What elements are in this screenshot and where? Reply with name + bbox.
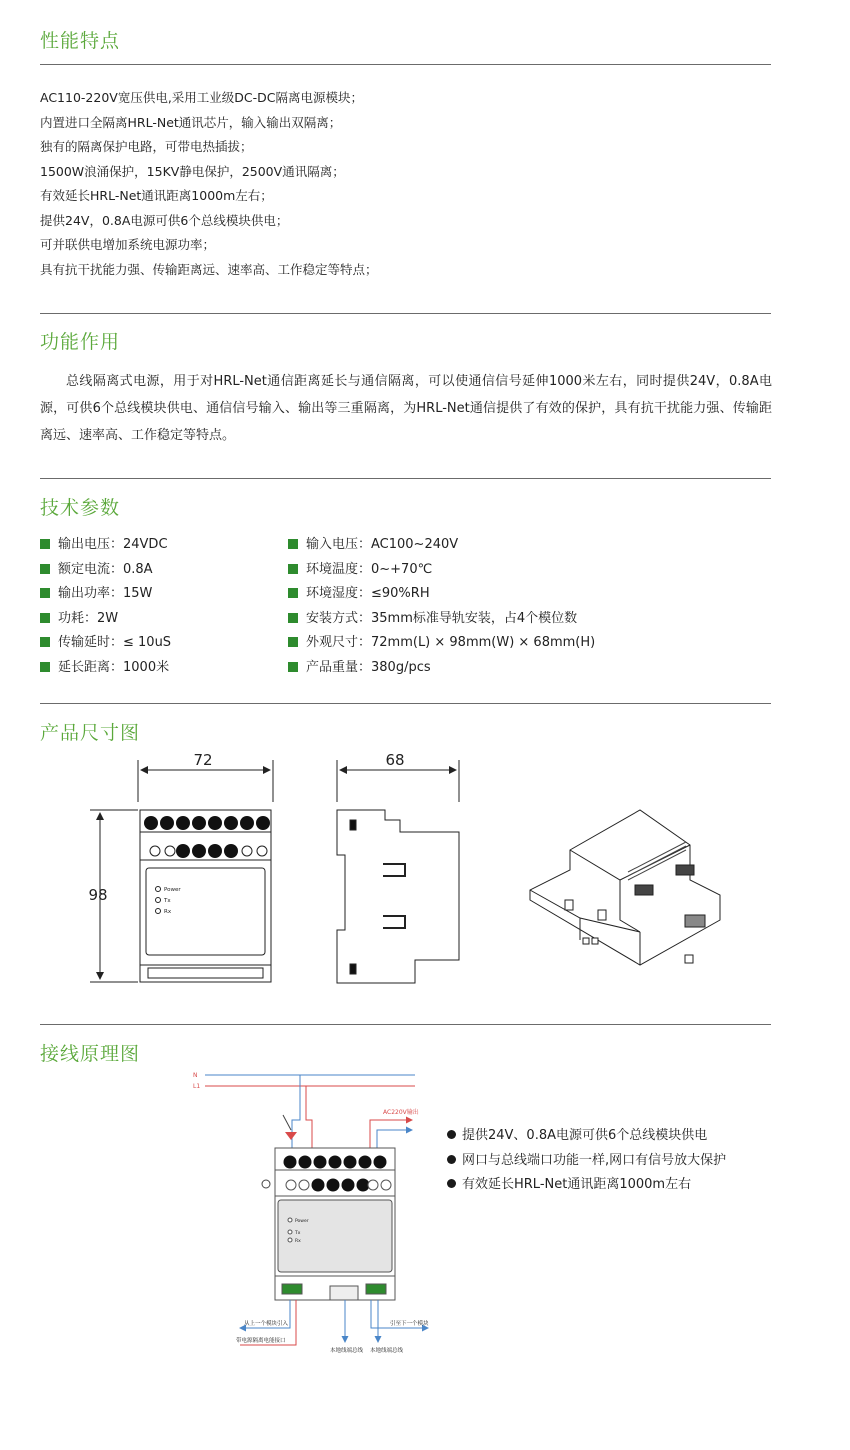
- spec-item: 输出功率：15W: [40, 582, 171, 607]
- bullet-dot-icon: [447, 1130, 456, 1139]
- front-led-label: Rx: [164, 909, 172, 915]
- wiring-label: 引至下一个模块: [390, 1321, 429, 1327]
- front-led-label: Power: [164, 887, 181, 893]
- divider: [40, 1024, 771, 1025]
- spec-item: 安装方式：35mm标准导轨安装，占4个模位数: [288, 607, 595, 632]
- square-bullet-icon: [40, 564, 50, 574]
- wiring-note: 提供24V、0.8A电源可供6个总线模块供电: [447, 1124, 726, 1149]
- features-title: 性能特点: [40, 30, 121, 52]
- square-bullet-icon: [40, 662, 50, 672]
- divider: [40, 313, 771, 314]
- wire-l1-label: L1: [193, 1083, 201, 1090]
- spec-item: 产品重量：380g/pcs: [288, 656, 595, 681]
- feature-item: 独有的隔离保护电路，可带电热插拔；: [40, 139, 253, 154]
- wiring-note: 有效延长HRL-Net通讯距离1000m左右: [447, 1173, 726, 1198]
- square-bullet-icon: [40, 613, 50, 623]
- ground-icon: [262, 1180, 270, 1188]
- square-bullet-icon: [288, 564, 298, 574]
- wiring-diagram: [0, 1060, 850, 1360]
- bullet-dot-icon: [447, 1179, 456, 1188]
- wiring-title: 接线原理图: [40, 1043, 141, 1065]
- fuse-arrow-icon: [285, 1132, 297, 1140]
- wiring-label: 带电源隔离电能接口: [236, 1338, 286, 1344]
- square-bullet-icon: [40, 539, 50, 549]
- side-view: [337, 810, 459, 983]
- feature-item: 可并联供电增加系统电源功率；: [40, 237, 216, 252]
- ac-output-label: AC220V输出: [383, 1109, 419, 1116]
- spec-item: 外观尺寸：72mm(L) × 98mm(W) × 68mm(H): [288, 631, 595, 656]
- front-led-label: Tx: [164, 898, 171, 904]
- square-bullet-icon: [288, 613, 298, 623]
- wire-n-label: N: [193, 1072, 198, 1079]
- feature-item: 有效延长HRL-Net通讯距离1000m左右；: [40, 188, 273, 203]
- features-list: [40, 86, 378, 282]
- feature-item: 提供24V，0.8A电源可供6个总线模块供电；: [40, 212, 289, 228]
- square-bullet-icon: [288, 637, 298, 647]
- bullet-dot-icon: [447, 1155, 456, 1164]
- spec-item: 传输延时：≤ 10uS: [40, 631, 171, 656]
- wiring-label: 从上一个模块引入: [244, 1321, 289, 1327]
- wiring-label: 本地线端总线: [330, 1348, 364, 1354]
- spec-item: 环境湿度：≤90%RH: [288, 582, 595, 607]
- feature-item: 具有抗干扰能力强、传输距离远、速率高、工作稳定等特点；: [40, 261, 378, 277]
- square-bullet-icon: [40, 588, 50, 598]
- square-bullet-icon: [288, 588, 298, 598]
- front-view: [140, 810, 271, 982]
- specs-title: 技术参数: [40, 497, 121, 519]
- width-dimension: [138, 751, 273, 802]
- depth-dimension: [337, 751, 459, 802]
- specs-right-column: [288, 533, 595, 681]
- feature-item: 内置进口全隔离HRL-Net通讯芯片，输入输出双隔离；: [40, 114, 342, 130]
- spec-item: 延长距离：1000米: [40, 656, 171, 681]
- module-front: [275, 1148, 395, 1300]
- square-bullet-icon: [40, 637, 50, 647]
- height-label: 98: [88, 886, 108, 904]
- wiring-led-label: Power: [295, 1219, 309, 1224]
- specs-left-column: [40, 533, 171, 681]
- spec-item: 输出电压：24VDC: [40, 533, 171, 558]
- divider: [40, 478, 771, 479]
- function-paragraph: 总线隔离式电源，用于对HRL-Net通信距离延长与通信隔离，可以使通信信号延伸1000米左右，同时提供24V，0.8A电源，可供6个总线模块供电、通信信号输入、输出等三重隔离，为HRL-Net通信提供了有效的保护，具有抗干扰能力强、传输距离远、速率高、工作稳定等特点。: [40, 374, 772, 443]
- spec-item: 环境温度：0~+70℃: [288, 558, 595, 583]
- divider: [40, 64, 771, 65]
- feature-item: AC110-220V宽压供电,采用工业级DC-DC隔离电源模块；: [40, 90, 364, 105]
- wiring-led-label: Rx: [295, 1239, 301, 1244]
- feature-item: 1500W浪涌保护，15KV静电保护，2500V通讯隔离；: [40, 163, 345, 179]
- divider: [40, 703, 771, 704]
- depth-label: 68: [385, 751, 405, 769]
- spec-item: 输入电压：AC100~240V: [288, 533, 595, 558]
- spec-item: 额定电流：0.8A: [40, 558, 171, 583]
- dimensions-title: 产品尺寸图: [40, 722, 141, 744]
- height-dimension: [88, 810, 138, 982]
- square-bullet-icon: [288, 662, 298, 672]
- wiring-led-label: Tx: [295, 1231, 301, 1236]
- wiring-label: 本地线端总线: [370, 1348, 404, 1354]
- spec-item: 功耗：2W: [40, 607, 171, 632]
- function-title: 功能作用: [40, 331, 121, 353]
- square-bullet-icon: [288, 539, 298, 549]
- width-label: 72: [193, 751, 213, 769]
- dimension-drawing: [0, 740, 850, 1000]
- wiring-notes: [447, 1124, 726, 1198]
- isometric-view: [530, 810, 720, 965]
- wiring-note: 网口与总线端口功能一样,网口有信号放大保护: [447, 1149, 726, 1174]
